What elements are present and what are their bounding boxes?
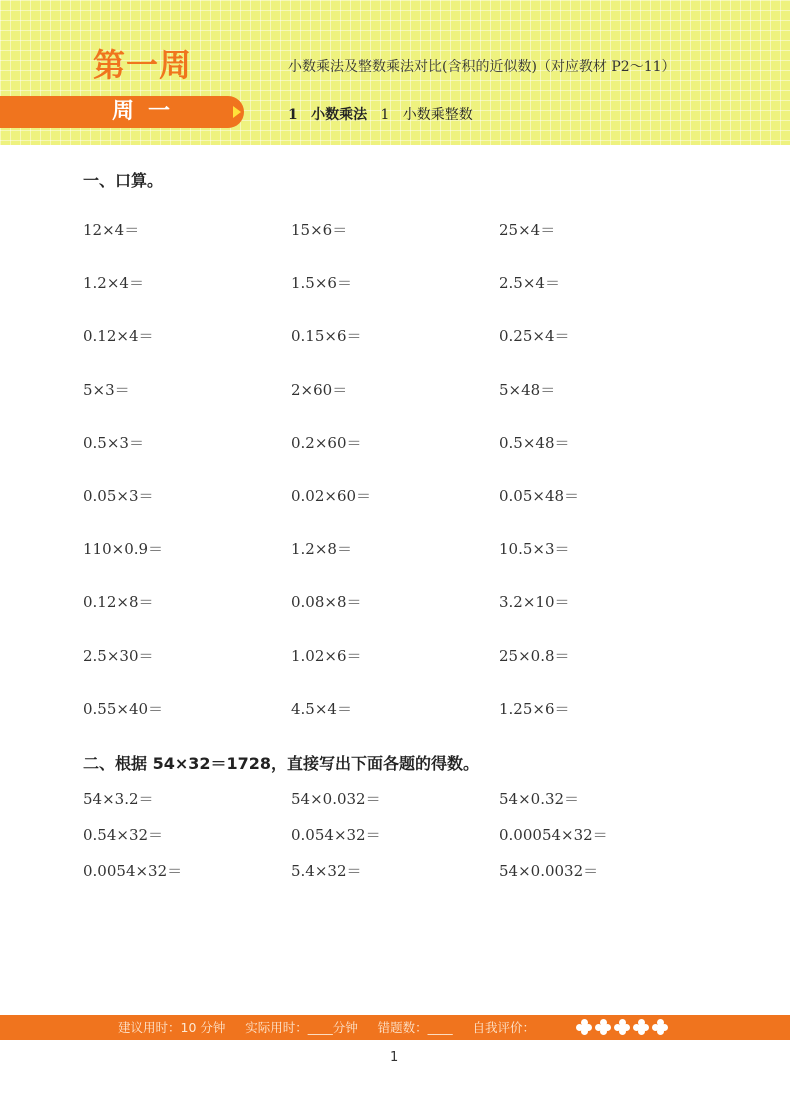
flower-icon xyxy=(576,1019,592,1035)
flower-icon xyxy=(652,1019,668,1035)
problem-item: 25×4＝ xyxy=(499,221,556,239)
problem-item: 5.4×32＝ xyxy=(291,862,362,880)
problem-item: 54×3.2＝ xyxy=(83,790,154,808)
problem-item: 110×0.9＝ xyxy=(83,540,164,559)
arrow-icon xyxy=(233,106,241,118)
lesson-name: 小数乘整数 xyxy=(402,107,473,123)
problem-item: 5×3＝ xyxy=(83,380,130,399)
problem-item: 0.0054×32＝ xyxy=(83,862,183,880)
problem-item: 1.25×6＝ xyxy=(499,699,570,718)
problem-item: 1.2×4＝ xyxy=(83,274,144,293)
footer-bar xyxy=(0,1015,790,1040)
problem-item: 0.05×3＝ xyxy=(83,487,154,505)
page-header xyxy=(0,0,790,145)
problem-item: 1.02×6＝ xyxy=(291,646,362,665)
problem-item: 12×4＝ xyxy=(83,221,140,239)
problem-item: 25×0.8＝ xyxy=(499,646,570,665)
day-label: 周一 xyxy=(112,99,185,124)
problem-item: 0.12×8＝ xyxy=(83,593,154,612)
problem-item: 0.2×60＝ xyxy=(291,433,362,452)
problem-item: 2.5×4＝ xyxy=(499,274,560,293)
chapter-description: 小数乘法及整数乘法对比(含积的近似数)（对应教材 P2～11） xyxy=(288,59,676,75)
problem-item: 2×60＝ xyxy=(291,380,348,399)
problem-item: 5×48＝ xyxy=(499,380,556,399)
day-banner xyxy=(0,96,244,128)
footer-text: 建议用时：10 分钟 实际用时：____分钟 错题数：____ 自我评价： xyxy=(118,1020,535,1035)
problem-item: 4.5×4＝ xyxy=(291,699,352,718)
problem-item: 0.5×48＝ xyxy=(499,433,570,452)
problem-item: 2.5×30＝ xyxy=(83,646,154,665)
lesson-line xyxy=(288,104,473,124)
problem-item: 3.2×10＝ xyxy=(499,593,570,612)
lesson-unit-num: 1 xyxy=(288,107,298,123)
problem-item: 0.54×32＝ xyxy=(83,826,164,844)
problem-item: 54×0.0032＝ xyxy=(499,862,599,880)
problem-item: 10.5×3＝ xyxy=(499,540,570,559)
problem-item: 0.15×6＝ xyxy=(291,327,362,346)
section-1-title: 一、口算。 xyxy=(83,171,164,190)
problem-item: 0.00054×32＝ xyxy=(499,826,608,844)
problem-item: 1.2×8＝ xyxy=(291,540,352,559)
flower-icon xyxy=(595,1019,611,1035)
problem-item: 0.55×40＝ xyxy=(83,699,164,718)
problem-item: 0.12×4＝ xyxy=(83,327,154,346)
problem-item: 54×0.32＝ xyxy=(499,790,580,808)
problem-item: 15×6＝ xyxy=(291,221,348,239)
problem-item: 0.054×32＝ xyxy=(291,826,381,844)
problem-item: 0.25×4＝ xyxy=(499,327,570,346)
lesson-unit-name: 小数乘法 xyxy=(311,107,368,123)
problem-item: 1.5×6＝ xyxy=(291,274,352,293)
section-2-title: 二、根据 54×32＝1728，直接写出下面各题的得数。 xyxy=(83,754,480,773)
problem-item: 54×0.032＝ xyxy=(291,790,381,808)
week-title: 第一周 xyxy=(93,46,193,84)
flower-icon xyxy=(633,1019,649,1035)
problem-item: 0.05×48＝ xyxy=(499,487,580,505)
flower-icon xyxy=(614,1019,630,1035)
problem-item: 0.08×8＝ xyxy=(291,593,362,612)
problem-item: 0.02×60＝ xyxy=(291,487,372,505)
lesson-num: 1 xyxy=(380,107,390,123)
page-number: 1 xyxy=(390,1050,399,1065)
self-rating xyxy=(576,1019,668,1035)
problem-item: 0.5×3＝ xyxy=(83,433,144,452)
